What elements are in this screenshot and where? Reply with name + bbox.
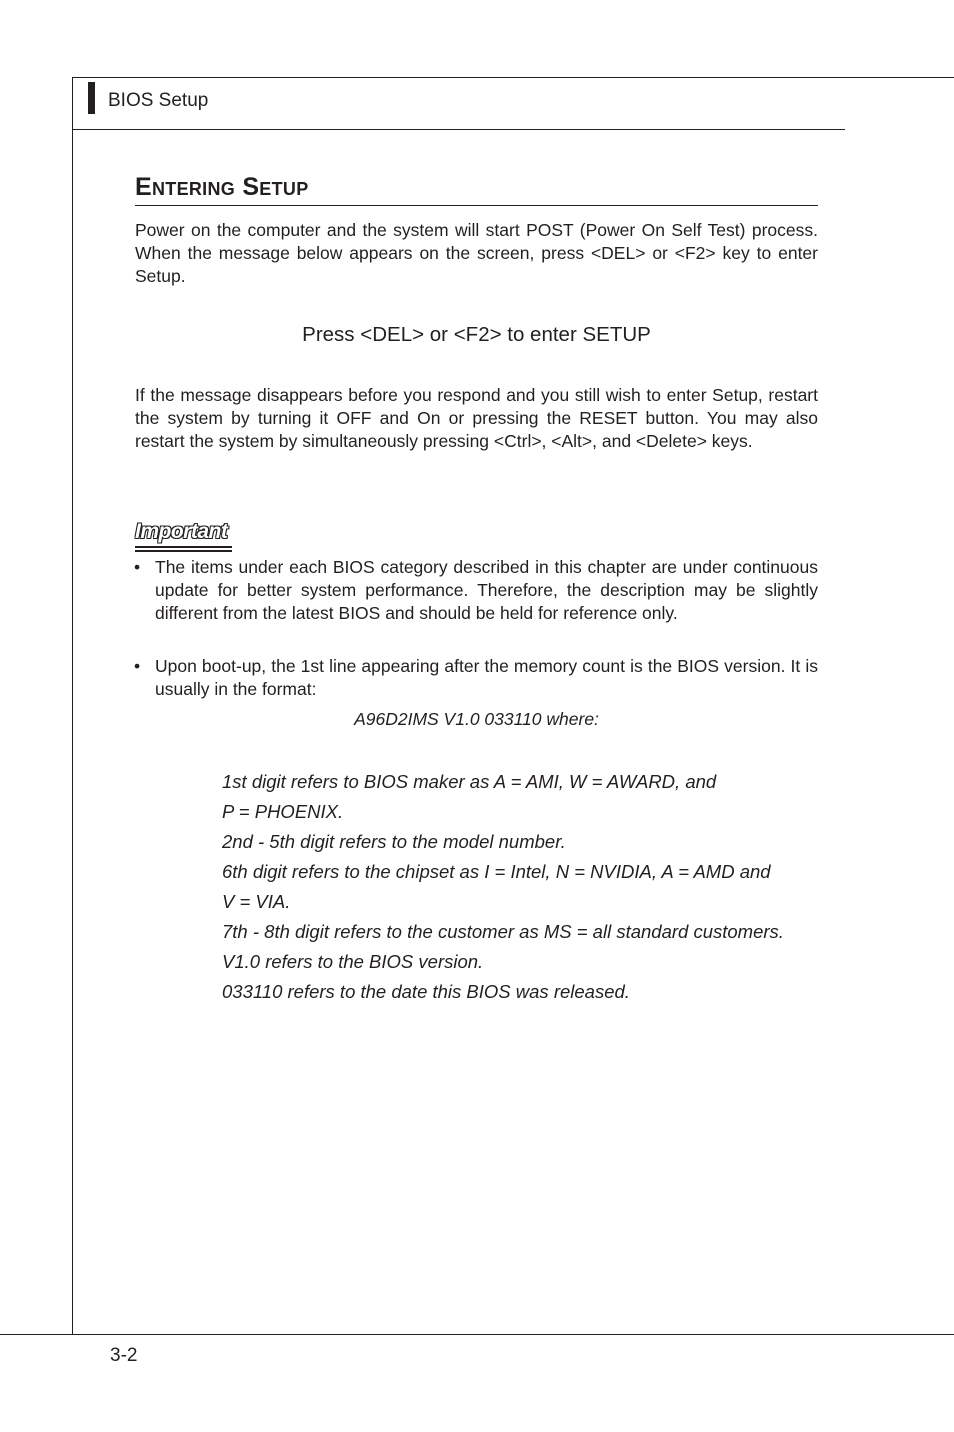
intro-paragraph: Power on the computer and the system will start POST (Power On Self Test) process. When the message below appears on the screen, press <DEL> or <F2> key to enter Setup. <box>135 220 818 286</box>
important-bullet-update: The items under each BIOS category described in this chapter are under continuous update for better system performance. Therefore, the description may be slightly different from the latest BIOS and should be held for reference only. <box>155 557 818 623</box>
important-label: Important <box>135 520 228 543</box>
important-underline-double <box>135 550 232 552</box>
list-item: 7th - 8th digit refers to the customer as MS = all standard customers. <box>222 921 784 942</box>
list-item: P = PHOENIX. <box>222 801 344 822</box>
bullet-marker: • <box>134 557 141 577</box>
header-top-rule <box>72 77 954 78</box>
running-header: BIOS Setup <box>108 90 209 111</box>
list-item: V1.0 refers to the BIOS version. <box>222 951 484 972</box>
bios-version-format: A96D2IMS V1.0 033110 where: <box>354 709 599 729</box>
header-accent-bar <box>88 82 95 114</box>
footer-rule <box>0 1334 954 1335</box>
list-item: 2nd - 5th digit refers to the model number. <box>222 831 566 852</box>
list-item: 6th digit refers to the chipset as I = Intel, N = NVIDIA, A = AMD and <box>222 861 771 882</box>
page-number: 3-2 <box>110 1345 138 1366</box>
list-item: V = VIA. <box>222 891 291 912</box>
restart-paragraph: If the message disappears before you respond and you still wish to enter Setup, restart the system by turning it OFF and On or pressing the RESET button. You may also restart the system by simultaneously pressing <Ctrl>, <Alt>, and <Delete> keys. <box>135 385 818 451</box>
section-title-rule <box>135 205 818 206</box>
header-bottom-rule <box>72 129 845 130</box>
important-bullet-version: Upon boot-up, the 1st line appearing after the memory count is the BIOS version. It is usually in the format: <box>155 656 818 699</box>
list-item: 033110 refers to the date this BIOS was released. <box>222 981 630 1002</box>
bullet-marker: • <box>134 656 141 676</box>
list-item: 1st digit refers to BIOS maker as A = AMI, W = AWARD, and <box>222 771 717 792</box>
version-detail-list <box>222 767 784 1007</box>
left-margin-rule <box>72 77 73 1335</box>
important-underline <box>135 546 232 548</box>
section-title: Entering Setup <box>135 173 309 201</box>
setup-prompt-message: Press <DEL> or <F2> to enter SETUP <box>302 323 651 346</box>
